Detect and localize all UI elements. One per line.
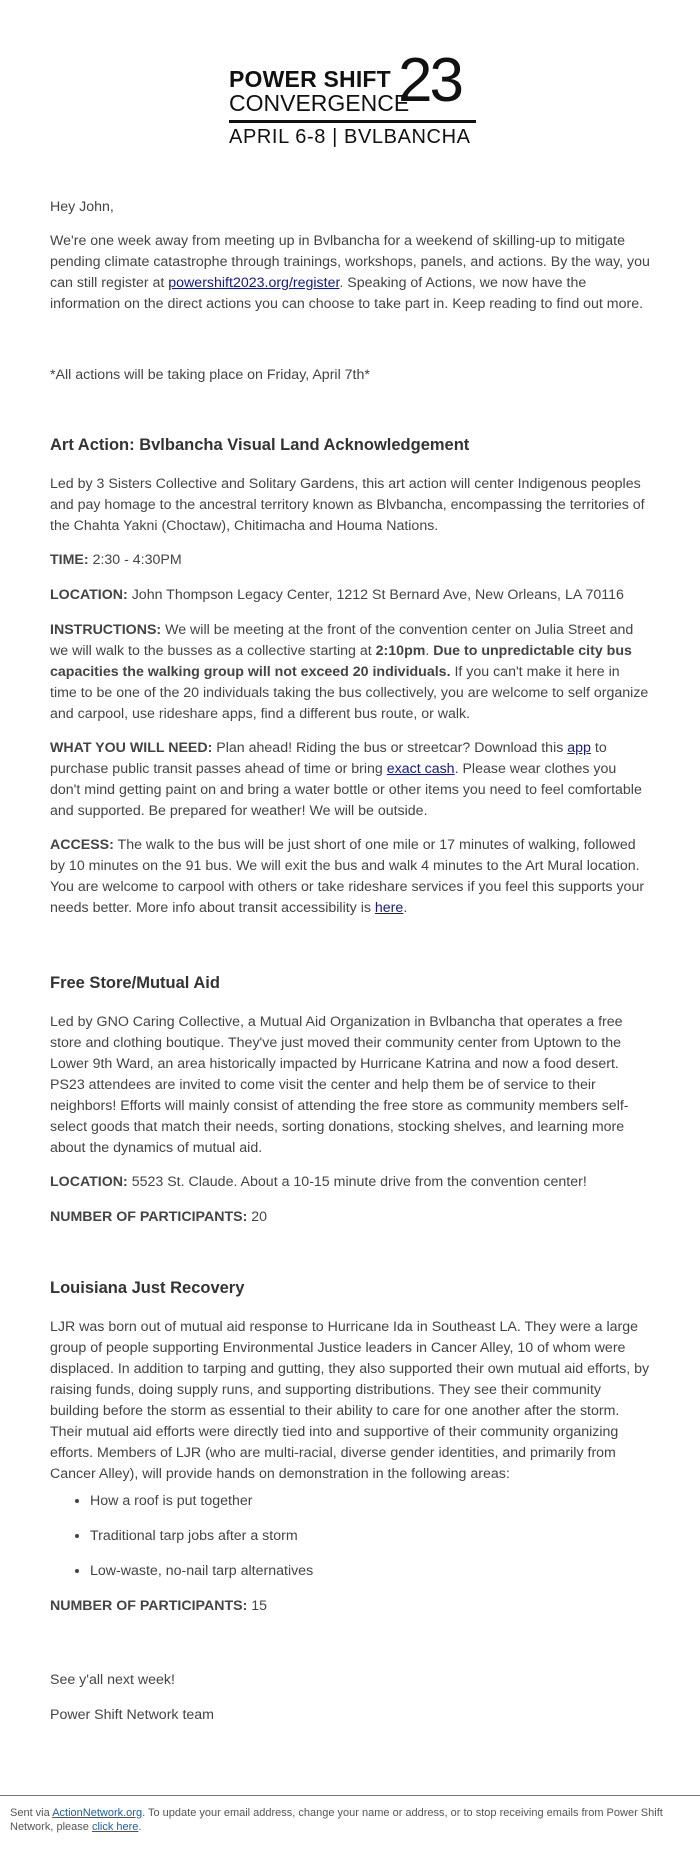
ljr-participants: NUMBER OF PARTICIPANTS: 15	[50, 1598, 268, 1614]
ljr-demonstration-list	[50, 1491, 690, 1582]
transit-app-link[interactable]: app	[567, 740, 591, 756]
power-shift-logo	[226, 46, 476, 152]
greeting: Hey John,	[50, 199, 114, 215]
list-item: • Low-waste, no-nail tarp alternatives	[90, 1561, 690, 1582]
list-item: • Traditional tarp jobs after a storm	[90, 1526, 690, 1547]
logo-year: 23	[398, 46, 461, 115]
art-action-location: LOCATION: John Thompson Legacy Center, 1212 St Bernard Ave, New Orleans, LA 70116	[50, 587, 624, 603]
art-action-description: Led by 3 Sisters Collective and Solitary Gardens, this art action will center Indigenous peoples and pay homage to the ancestral territory known as Blvbancha, encompassing the territories of the Chahta Yakni (Choctaw), Chitimacha and Houma Nations.	[50, 476, 645, 534]
art-action-access: ACCESS: The walk to the bus will be just short of one mile or 17 minutes of walking, followed by 10 minutes on the 91 bus. We will exit the bus and walk 4 minutes to the Art Mural location. You are welcome to carpool with others or take rideshare services if you feel this supports your needs better. More info about transit accessibility is here.	[50, 837, 645, 916]
free-store-participants: NUMBER OF PARTICIPANTS: 20	[50, 1209, 268, 1225]
unsubscribe-link[interactable]: click here	[91, 1821, 139, 1833]
register-link[interactable]: powershift2023.org/register	[168, 275, 340, 291]
logo-dates: APRIL 6-8 | BVLBANCHA	[229, 126, 471, 148]
footer-divider	[0, 1795, 700, 1796]
list-item: • How a roof is put together	[90, 1491, 690, 1512]
ljr-title: Louisiana Just Recovery	[50, 1279, 245, 1297]
free-store-description: Led by GNO Caring Collective, a Mutual Aid Organization in Bvlbancha that operates a free store and clothing boutique. They've just moved their community center from Uptown to the Lower 9th Ward, an area historically impacted by Hurricane Katrina and now a food desert. PS23 attendees are invited to come visit the center and help them be of service to their neighbors! Efforts will mainly consist of attending the free store as community members self-select goods that match their needs, sorting donations, stocking shelves, and learning more about the dynamics of mutual aid.	[50, 1014, 629, 1156]
logo-line-1: POWER SHIFT	[229, 66, 391, 92]
free-store-location: LOCATION: 5523 St. Claude. About a 10-15 minute drive from the convention center!	[50, 1174, 587, 1190]
closing-line: See y'all next week!	[50, 1672, 175, 1688]
logo-line-2: CONVERGENCE	[229, 90, 410, 116]
exact-cash-link[interactable]: exact cash	[386, 761, 455, 777]
actionnetwork-link[interactable]: ActionNetwork.org	[52, 1807, 143, 1819]
logo-divider	[229, 120, 476, 123]
art-action-title: Art Action: Bvlbancha Visual Land Acknowledgement	[50, 436, 470, 454]
transit-accessibility-link[interactable]: here	[374, 900, 404, 916]
art-action-time: TIME: 2:30 - 4:30PM	[50, 552, 182, 568]
signature: Power Shift Network team	[50, 1707, 215, 1723]
art-action-what-you-need: WHAT YOU WILL NEED: Plan ahead! Riding the bus or streetcar? Download this app to purchase public transit passes ahead of time or bring exact cash. Please wear clothes you don't mind getting paint on and bring a water bottle or other items you need to feel comfortable and supported. Be prepared for weather! We will be outside.	[50, 740, 642, 819]
actions-note: *All actions will be taking place on Friday, April 7th*	[50, 367, 370, 383]
intro-paragraph: We're one week away from meeting up in Bvlbancha for a weekend of skilling-up to mitigate pending climate catastrophe through trainings, workshops, panels, and actions. By the way, you can still register at powershift2023.org/register. Speaking of Actions, we now have the information on the direct actions you can choose to take part in. Keep reading to find out more.	[50, 233, 650, 312]
free-store-title: Free Store/Mutual Aid	[50, 974, 220, 992]
ljr-description: LJR was born out of mutual aid response to Hurricane Ida in Southeast LA. They were a large group of people supporting Environmental Justice leaders in Cancer Alley, 10 of whom were displaced. In addition to tarping and gutting, they also supported their own mutual aid efforts, by raising funds, doing supply runs, and supporting distributions. They see their community building before the storm as essential to their ability to care for one another after the storm. Their mutual aid efforts were directly tied into and supportive of their community organizing efforts. Members of LJR (who are multi-racial, diverse gender identities, and primarily from Cancer Alley), will provide hands on demonstration in the following areas:	[50, 1319, 650, 1482]
art-action-instructions: INSTRUCTIONS: We will be meeting at the front of the convention center on Julia Street and we will walk to the busses as a collective starting at 2:10pm. Due to unpredictable city bus capacities the walking group will not exceed 20 individuals. If you can't make it here in time to be one of the 20 individuals taking the bus collectively, you are welcome to self organize and carpool, use rideshare apps, find a different bus route, or walk.	[50, 622, 649, 722]
footer: Sent via ActionNetwork.org. To update your email address, change your name or address, or to stop receiving emails from Power Shift Network, please click here.	[10, 1807, 663, 1833]
